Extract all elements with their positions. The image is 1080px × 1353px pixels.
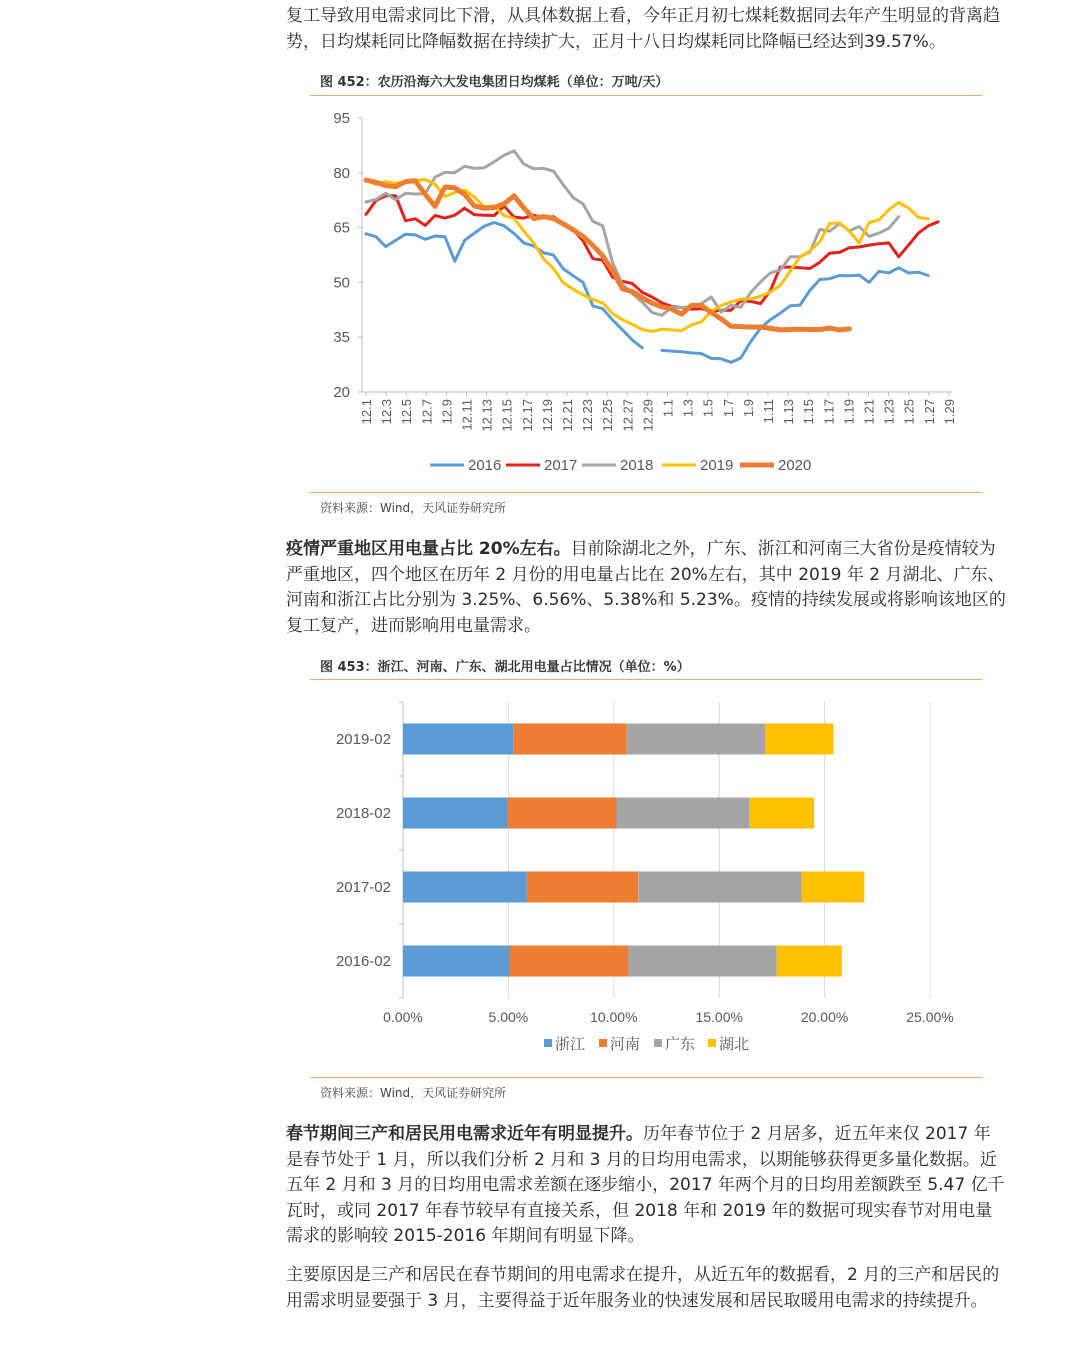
category-label: 2019-02 xyxy=(335,731,391,748)
x-tick-label: 12.17 xyxy=(519,399,535,432)
bar-segment-湖北-2018-02 xyxy=(750,798,814,829)
x-tick-label: 1.11 xyxy=(761,399,776,424)
figure-452-top-rule xyxy=(310,95,982,96)
spring-festival-body: 历年春节位于 2 月居多，近五年来仅 2017 年是春节处于 1 月，所以我们分析 2 月和 3 月的日均用电需求，以期能够获得更多量化数据。近五年 2 月和 3 月的日均用电需求差额在逐步缩小，2017 年两个月的日均用差额跌至 5.47 亿千瓦时，或同 2017 年春节较早有直接关系，但 2018 年和 2019 年的数据可现实春节对用电量需求的影响较 2015-2016 年期间有明显下降。 xyxy=(286,1124,1005,1246)
bar-segment-河南-2018-02 xyxy=(508,798,617,829)
y-tick-label: 50 xyxy=(333,274,350,292)
y-tick-label: 65 xyxy=(333,219,350,237)
category-label: 2018-02 xyxy=(335,805,391,822)
x-tick-label: 1.29 xyxy=(941,399,957,425)
legend-label-河南: 河南 xyxy=(610,1036,641,1053)
x-tick-label: 12.1 xyxy=(359,399,374,425)
region-share-paragraph xyxy=(286,537,1006,639)
legend-swatch-湖北 xyxy=(708,1039,716,1047)
series-line-2016 xyxy=(366,223,928,363)
figure-452-bottom-rule xyxy=(310,492,982,493)
figure-453-title: 图 453：浙江、河南、广东、湖北用电量占比情况（单位：%） xyxy=(320,660,690,675)
bar-segment-河南-2016-02 xyxy=(510,946,629,977)
legend-label-2019: 2019 xyxy=(700,457,734,474)
legend-label-2016: 2016 xyxy=(468,457,502,474)
x-tick-label: 1.3 xyxy=(680,399,696,418)
category-label: 2017-02 xyxy=(335,879,391,896)
x-tick-label: 1.13 xyxy=(781,399,797,425)
bar-segment-湖北-2019-02 xyxy=(765,724,834,755)
x-tick-label: 12.13 xyxy=(479,399,495,432)
legend-label-湖北: 湖北 xyxy=(719,1036,750,1053)
x-tick-label: 1.19 xyxy=(841,399,857,425)
y-tick-label: 80 xyxy=(333,164,350,182)
bar-segment-湖北-2016-02 xyxy=(777,946,842,977)
bar-segment-湖北-2017-02 xyxy=(801,872,864,903)
x-tick-label: 12.9 xyxy=(439,399,455,425)
figure-452-source: 资料来源：Wind，天风证券研究所 xyxy=(320,501,507,515)
x-tick-label: 1.25 xyxy=(901,399,917,425)
spring-festival-lead: 春节期间三产和居民用电需求近年有明显提升。 xyxy=(286,1124,643,1144)
legend-label-广东: 广东 xyxy=(665,1036,696,1053)
main-reason-paragraph: 主要原因是三产和居民在春节期间的用电需求在提升，从近五年的数据看，2 月的三产和居民的用需求明显要强于 3 月，主要得益于近年服务业的快速发展和居民取暖用电需求的持续提升。 xyxy=(286,1265,1000,1311)
bar-segment-浙江-2018-02 xyxy=(403,798,508,829)
bar-segment-浙江-2019-02 xyxy=(403,724,513,755)
x-tick-label: 1.27 xyxy=(921,399,937,425)
intro-paragraph: 复工导致用电需求同比下滑，从具体数据上看，今年正月初七煤耗数据同去年产生明显的背离趋势，日均煤耗同比降幅数据在持续扩大，正月十八日均煤耗同比降幅已经达到39.57%。 xyxy=(286,6,1000,52)
legend-label-浙江: 浙江 xyxy=(555,1036,586,1053)
x-tick-label: 12.3 xyxy=(379,399,395,425)
x-tick-label: 25.00% xyxy=(906,1009,954,1025)
x-tick-label: 12.21 xyxy=(560,399,575,432)
x-tick-label: 15.00% xyxy=(695,1009,743,1025)
x-tick-label: 10.00% xyxy=(590,1009,638,1025)
x-tick-label: 1.1 xyxy=(660,399,676,418)
bar-segment-广东-2019-02 xyxy=(627,724,765,755)
bar-segment-广东-2016-02 xyxy=(628,946,776,977)
x-tick-label: 0.00% xyxy=(383,1009,423,1025)
bar-segment-河南-2017-02 xyxy=(527,872,639,903)
bar-segment-浙江-2016-02 xyxy=(403,946,510,977)
figure-453-top-rule xyxy=(310,679,982,680)
legend-label-2018: 2018 xyxy=(620,457,654,474)
x-tick-label: 12.25 xyxy=(600,399,616,432)
x-tick-label: 20.00% xyxy=(800,1009,849,1025)
x-tick-label: 1.23 xyxy=(881,399,897,425)
y-tick-label: 95 xyxy=(333,110,350,127)
y-tick-label: 35 xyxy=(333,329,350,347)
x-tick-label: 12.27 xyxy=(620,399,636,432)
bar-segment-广东-2017-02 xyxy=(638,872,801,903)
x-tick-label: 1.7 xyxy=(720,399,736,418)
region-share-bar-chart xyxy=(300,690,980,1072)
spring-festival-paragraph xyxy=(286,1122,1006,1250)
x-tick-label: 12.7 xyxy=(419,399,435,425)
x-tick-label: 1.9 xyxy=(740,399,756,418)
x-tick-label: 1.17 xyxy=(821,399,837,425)
category-label: 2016-02 xyxy=(335,953,391,970)
x-tick-label: 12.23 xyxy=(580,399,596,432)
coal-consumption-line-chart xyxy=(300,100,980,490)
x-tick-label: 12.11 xyxy=(459,399,475,431)
legend-swatch-广东 xyxy=(654,1039,662,1047)
region-share-lead: 疫情严重地区用电量占比 20%左右。 xyxy=(286,539,571,559)
y-tick-label: 20 xyxy=(333,384,350,401)
x-tick-label: 12.19 xyxy=(539,399,555,432)
legend-swatch-河南 xyxy=(599,1039,607,1047)
x-tick-label: 1.15 xyxy=(801,399,817,425)
figure-452-title: 图 452：农历沿海六大发电集团日均煤耗（单位：万吨/天） xyxy=(320,75,669,90)
figure-453-source: 资料来源：Wind，天风证券研究所 xyxy=(320,1086,507,1100)
figure-453-bottom-rule xyxy=(310,1077,982,1078)
x-tick-label: 12.5 xyxy=(399,399,415,425)
legend-label-2020: 2020 xyxy=(778,457,812,474)
bar-segment-浙江-2017-02 xyxy=(403,872,527,903)
x-tick-label: 12.15 xyxy=(499,399,515,432)
x-tick-label: 12.29 xyxy=(640,399,656,432)
x-tick-label: 5.00% xyxy=(488,1009,529,1025)
region-share-body: 目前除湖北之外，广东、浙江和河南三大省份是疫情较为严重地区，四个地区在历年 2 月份的用电量占比在 20%左右，其中 2019 年 2 月湖北、广东、河南和浙江占比分别为 3.25%、6.56%、5.38%和 5.23%。疫情的持续发展或将影响该地区的复工复产，进而影响用电量需求。 xyxy=(286,539,1006,636)
x-tick-label: 1.5 xyxy=(700,399,716,418)
bar-segment-广东-2018-02 xyxy=(617,798,750,829)
legend-swatch-浙江 xyxy=(544,1039,552,1047)
bar-segment-河南-2019-02 xyxy=(513,724,626,755)
x-tick-label: 1.21 xyxy=(861,399,877,425)
legend-label-2017: 2017 xyxy=(544,457,578,474)
